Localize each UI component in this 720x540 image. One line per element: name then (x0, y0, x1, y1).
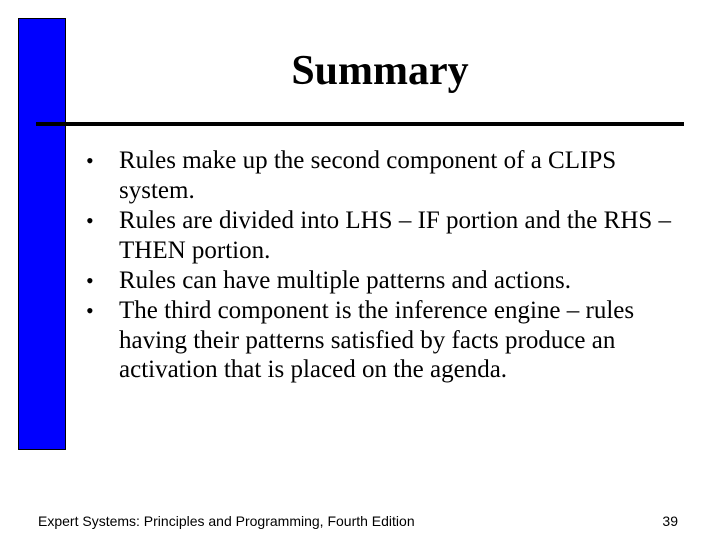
bullet-item (86, 146, 696, 205)
accent-bar (18, 18, 66, 450)
bullet-item (86, 296, 696, 385)
bullet-list (86, 146, 696, 386)
bullet-icon: • (86, 148, 94, 173)
bullet-icon: • (86, 267, 94, 293)
bullet-text: Rules are divided into LHS – IF portion and the RHS – THEN portion. (119, 206, 672, 264)
slide-title: Summary (291, 48, 469, 94)
bullet-icon: • (86, 207, 94, 233)
bullet-item (86, 266, 696, 296)
title-divider (36, 122, 684, 126)
bullet-text: Rules make up the second component of a CLIPS system. (119, 147, 617, 204)
bullet-item (86, 206, 696, 265)
footer-text: Expert Systems: Principles and Programming, Fourth Edition (38, 513, 415, 529)
bullet-text: Rules can have multiple patterns and actions. (119, 266, 571, 294)
bullet-text: The third component is the inference engine – rules having their patterns satisfied by facts produce an activation that is placed on the agenda. (119, 297, 635, 384)
page-number: 39 (662, 513, 678, 529)
bullet-icon: • (86, 298, 94, 324)
